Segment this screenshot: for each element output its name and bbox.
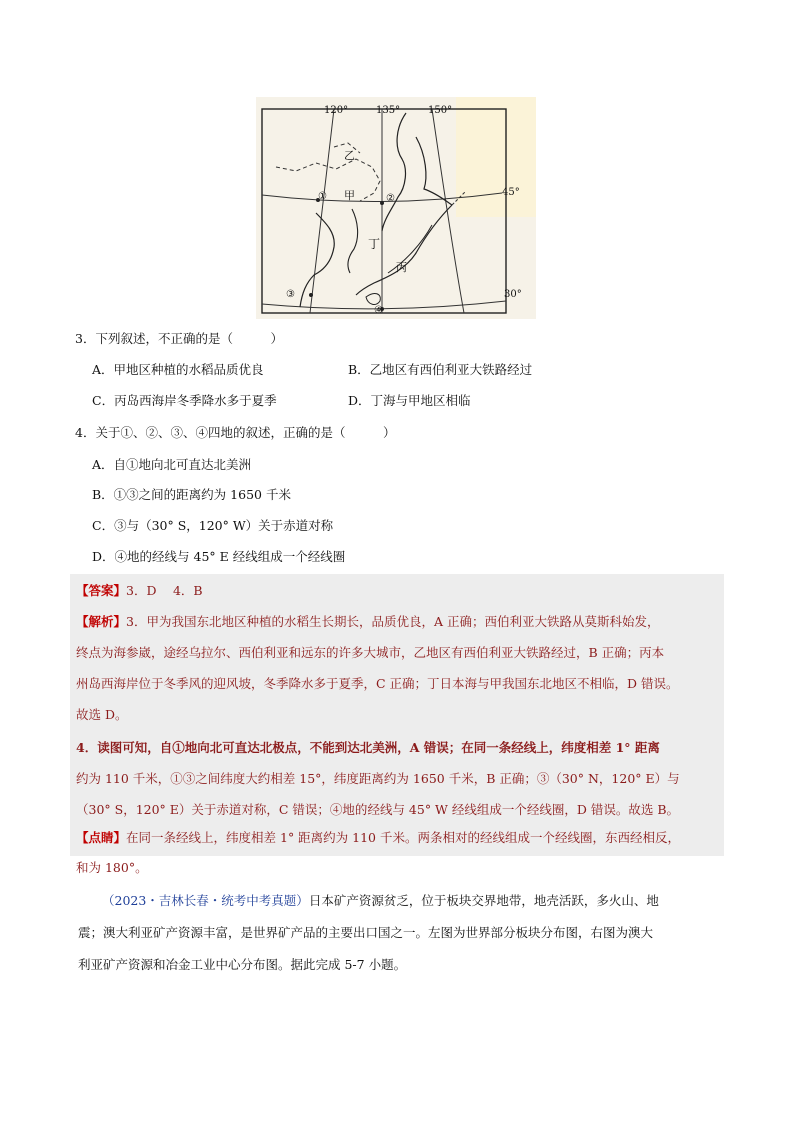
analysis-line-4: 故选 D。 [76, 707, 128, 722]
q4-option-a: A．自①地向北可直达北美洲 [92, 457, 252, 472]
point-label-1: ① [318, 191, 327, 202]
analysis4-line-2: 约为 110 千米，①③之间纬度大约相差 15°，纬度距离约为 1650 千米，B 正确；③（30° N，120° E）与 [76, 771, 680, 786]
q4-option-d: D．④地的经线与 45° E 经线组成一个经线圈 [92, 549, 346, 564]
q3-option-c: C．丙岛西海岸冬季降水多于夏季 [92, 393, 277, 408]
q3-option-d: D．丁海与甲地区相临 [348, 393, 471, 408]
q3-option-a: A．甲地区种植的水稻品质优良 [92, 362, 264, 377]
lat-label-45: 45° [502, 187, 520, 198]
point-label-4: ④ [374, 305, 383, 316]
q3-stem: 3．下列叙述，不正确的是（ ） [75, 331, 283, 346]
analysis-text-1: 3．甲为我国东北地区种植的水稻生长期长，品质优良，A 正确；西伯利亚大铁路从莫斯科始发， [126, 614, 660, 629]
lon-label-120: 120° [324, 105, 349, 116]
q3-option-b: B．乙地区有西伯利亚大铁路经过 [348, 362, 533, 377]
lat-label-30: 30° [504, 289, 522, 300]
region-label-ding: 丁 [368, 237, 381, 251]
tip-tag: 【点睛】 [76, 830, 127, 845]
answer-text: 3．D 4．B [126, 583, 203, 598]
analysis-tag: 【解析】 [76, 614, 127, 629]
q4-option-b: B．①③之间的距离约为 1650 千米 [92, 487, 291, 502]
lon-label-150: 150° [428, 105, 453, 116]
answer-block [70, 574, 724, 856]
analysis-line-3: 州岛西海岸位于冬季风的迎风坡，冬季降水多于夏季，C 正确；丁日本海与甲我国东北地区不相临，D 错误。 [76, 676, 679, 691]
map-graphic [256, 97, 536, 319]
analysis4-line-1: 4．读图可知，自①地向北可直达北极点，不能到达北美洲，A 错误；在同一条经线上，纬度相差 1° 距离 [76, 740, 660, 755]
region-label-yi: 乙 [344, 149, 355, 162]
map-figure [256, 97, 536, 319]
passage-text-1: 日本矿产资源贫乏，位于板块交界地带，地壳活跃，多火山、地 [308, 893, 659, 908]
analysis-line-1 [76, 614, 659, 630]
answer-tag: 【答案】 [76, 583, 127, 598]
passage-line-1 [102, 893, 659, 909]
tip-line-2: 和为 180°。 [76, 860, 148, 875]
point-label-3: ③ [286, 289, 295, 300]
q4-stem: 4．关于①、②、③、④四地的叙述，正确的是（ ） [75, 425, 396, 440]
passage-line-2: 震；澳大利亚矿产资源丰富，是世界矿产品的主要出口国之一。左图为世界部分板块分布图，右图为澳大 [78, 925, 654, 940]
lon-label-135: 135° [376, 105, 401, 116]
passage-line-3: 利亚矿产资源和冶金工业中心分布图。据此完成 5-7 小题。 [78, 957, 407, 972]
passage-source: （2023・吉林长春・统考中考真题） [102, 893, 309, 908]
q4-option-c: C．③与（30° S，120° W）关于赤道对称 [92, 518, 334, 533]
analysis4-line-3: （30° S，120° E）关于赤道对称，C 错误；④地的经线与 45° W 经线组成一个经线圈，D 错误。故选 B。 [76, 802, 680, 817]
analysis-line-2: 终点为海参崴，途经乌拉尔、西伯利亚和远东的许多大城市，乙地区有西伯利亚大铁路经过，B 正确；丙本 [76, 645, 665, 660]
region-label-jia: 甲 [344, 189, 355, 202]
point-label-2: ② [386, 193, 395, 204]
tip-line-1 [76, 830, 680, 846]
tip-text-1: 在同一条经线上，纬度相差 1° 距离约为 110 千米。两条相对的经线组成一个经线圈，东西经相反， [126, 830, 680, 845]
region-label-bing: 丙 [396, 261, 407, 274]
answer-line [76, 583, 203, 599]
